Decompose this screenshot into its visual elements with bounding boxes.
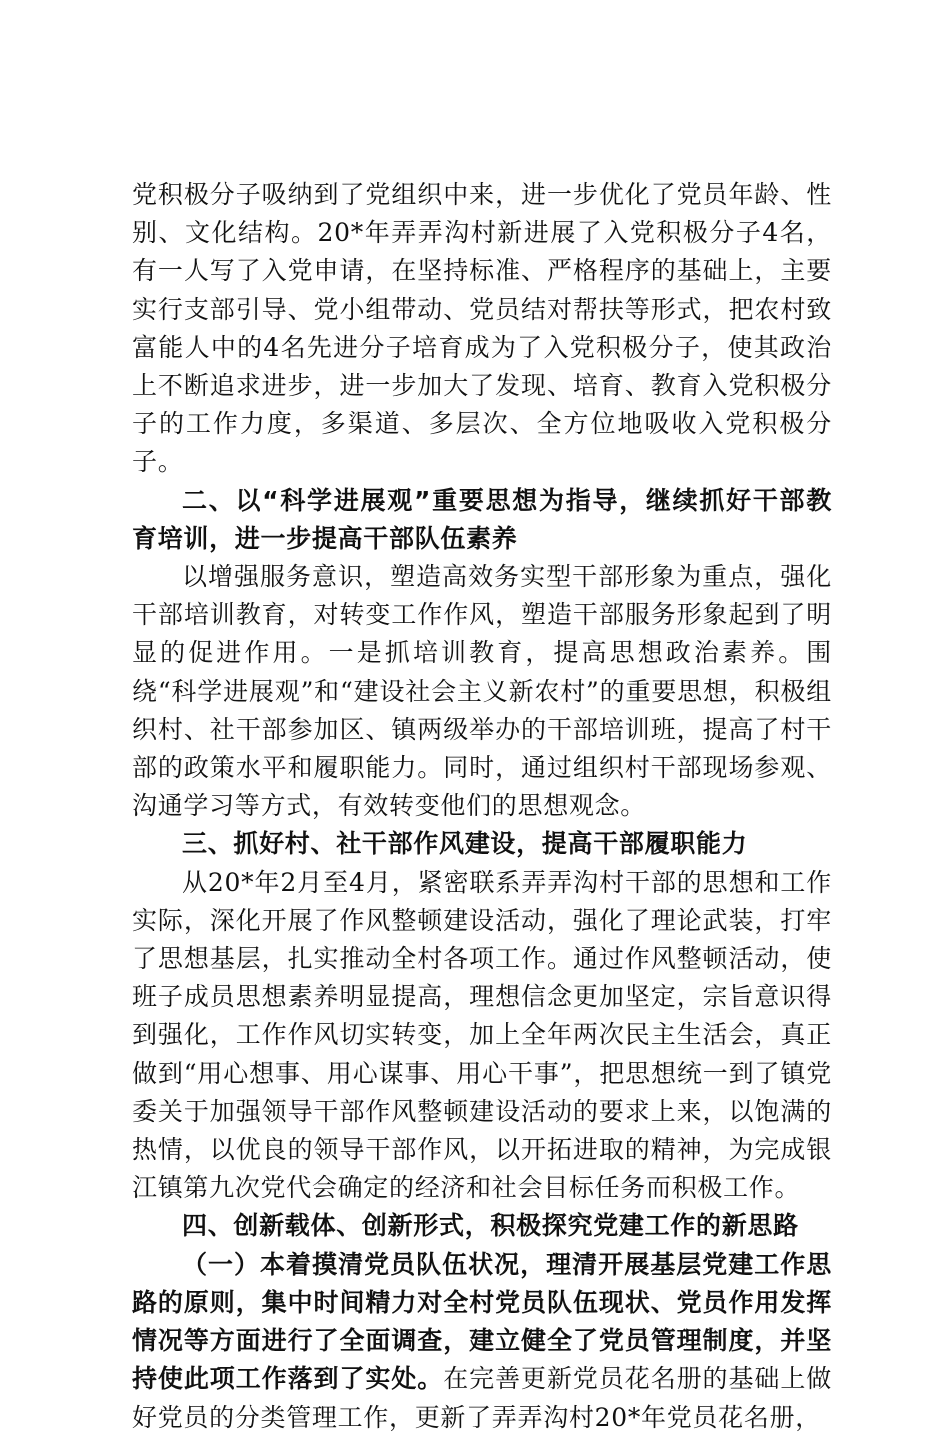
paragraph-continuation: 在完善更新党员花名册的基础上做好党员的分类管理工作，更新了弄弄沟村20*年党员花名册， (132, 1364, 832, 1432)
section-heading-4: 四、创新载体、创新形式，积极探究党建工作的新思路 (182, 1211, 799, 1241)
section-heading-2: 二、以“科学进展观”重要思想为指导，继续抓好干部教育培训，进一步提高干部队伍素养 (132, 485, 832, 553)
section-heading-3: 三、抓好村、社干部作风建设，提高干部履职能力 (182, 829, 748, 859)
paragraph-work-style: 从20*年2月至4月，紧密联系弄弄沟村干部的思想和工作实际，深化开展了作风整顿建设活动，强化了理论武装，打牢了思想基层，扎实推动全村各项工作。通过作风整顿活动，使班子成员思想素养明显提高，理想信念更加坚定，宗旨意识得到强化，工作作风切实转变，加上全年两次民主生活会，真正做到“用心想事、用心谋事、用心干事”，把思想统一到了镇党委关于加强领导干部作风整顿建设活动的要求上来，以饱满的热情，以优良的领导干部作风，以开拓进取的精神，为完成银江镇第九次党代会确定的经济和社会目标任务而积极工作。 (132, 867, 832, 1203)
paragraph-lead-bold: （一）本着摸清党员队伍状况，理清开展基层党建工作思路的原则，集中时间精力对全村党员队伍现状、党员作用发挥情况等方面进行了全面调查，建立健全了党员管理制度，并坚持使此项工作落到了实处。 (132, 1249, 832, 1394)
paragraph-member-survey (132, 1246, 832, 1437)
paragraph-party-activists: 党积极分子吸纳到了党组织中来，进一步优化了党员年龄、性别、文化结构。20*年弄弄沟村新进展了入党积极分子4名，有一人写了入党申请，在坚持标准、严格程序的基础上，主要实行支部引导、党小组带动、党员结对帮扶等形式，把农村致富能人中的4名先进分子培育成为了入党积极分子，使其政治上不断追求进步，进一步加大了发现、培育、教育入党积极分子的工作力度，多渠道、多层次、全方位地吸收入党积极分子。 (132, 180, 832, 477)
paragraph-cadre-training: 以增强服务意识，塑造高效务实型干部形象为重点，强化干部培训教育，对转变工作作风，塑造干部服务形象起到了明显的促进作用。一是抓培训教育，提高思想政治素养。围绕“科学进展观”和“建设社会主义新农村”的重要思想，积极组织村、社干部参加区、镇两级举办的干部培训班，提高了村干部的政策水平和履职能力。同时，通过组织村干部现场参观、沟通学习等方式，有效转变他们的思想观念。 (132, 562, 832, 821)
document-page (132, 176, 832, 1437)
